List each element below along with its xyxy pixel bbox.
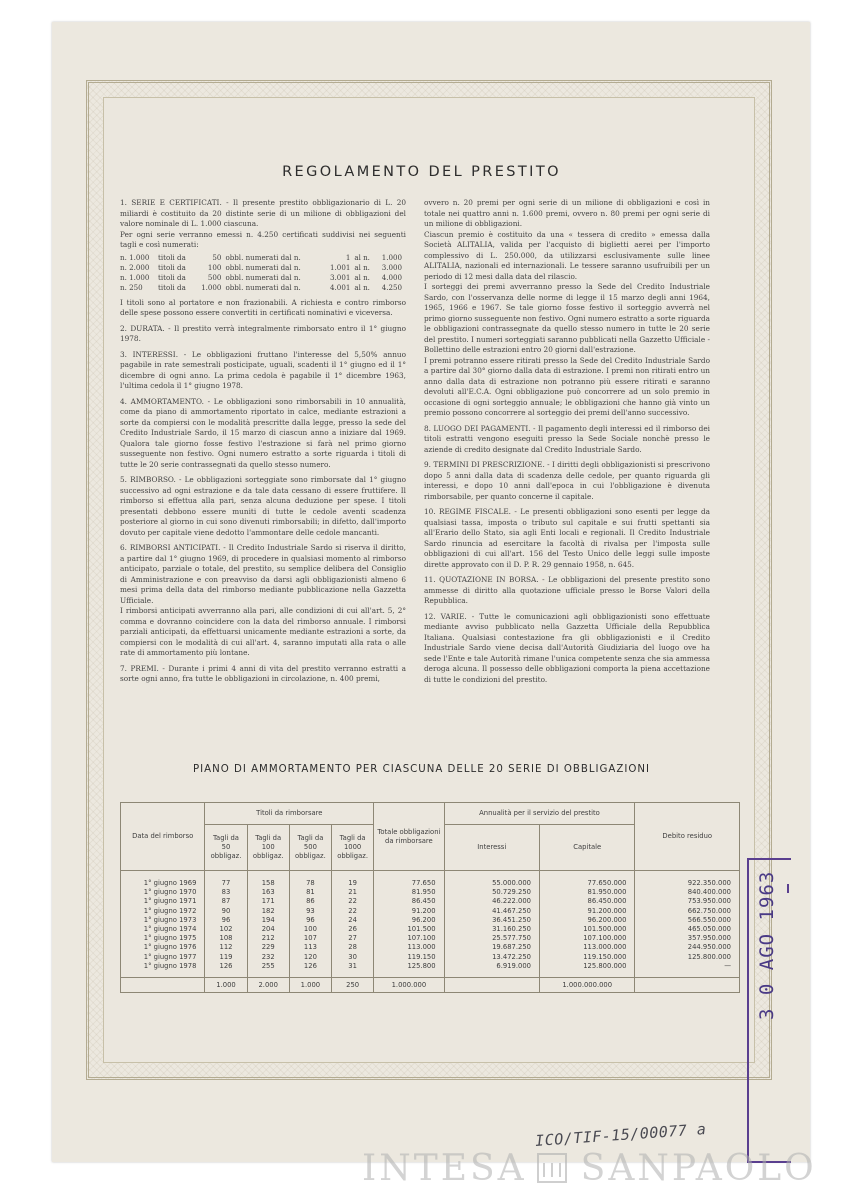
article-2-text: 2. DURATA. - Il prestito verrà integralmente rimborsato entro il 1° giugno 1978. [120,323,406,343]
article-7-draw-text: I sorteggi dei premi avverranno presso la Sede del Credito Industriale Sardo, con l'osservanza delle norme di legge il 15 marzo degli anni 1964, 1965, 1966 e 1967. Se tale giorno fosse festivo il sorteggio avverrà nel primo giorno susseguente non festivo. Ogni numero estratto a sorte riguarda le obbligazioni contrassegnate da quello stesso numero in tutte le 20 serie del prestito. I numeri sorteggiati saranno pubblicati nella Gazzetto Ufficiale - Bollettino delle estrazioni entro 20 giorni dall'estrazione. [424,282,710,354]
table-cell: 50.729.250 [444,888,539,897]
lot-count: n. 1.000 [120,252,150,262]
table-row [121,897,740,906]
table-cell: 1° giugno 1976 [121,943,205,952]
table-cell: 81 [289,888,331,897]
lot-size: 1.000 [201,282,222,292]
table-cell: 107.100 [374,934,444,943]
table-cell: 22 [332,897,374,906]
table-cell: 126 [289,962,331,978]
table-cell: 21 [332,888,374,897]
table-cell: 194 [247,916,289,925]
table-cell: 1° giugno 1974 [121,925,205,934]
table-cell: 27 [332,934,374,943]
table-cell: — [635,962,740,978]
table-cell: 90 [205,907,247,916]
table-cell: 1° giugno 1978 [121,962,205,978]
article-7-prize-text: Ciascun premio è costituito da una « tessera di credito » emessa dalla Società ALITALIA, valida per l'acquisto di biglietti aerei per l'importo complessivo di L. 250.000, da utilizzarsi esclusivamente sulle linee ALITALIA, nazionali ed internazionali. Le tessere saranno usufruibili per un periodo di 12 mesi dalla data del rilascio. [424,229,710,281]
table-cell: 119.150.000 [540,953,635,962]
table-cell: 77.650 [374,871,444,889]
table-cell: 107.100.000 [540,934,635,943]
article-1-text: 1. SERIE E CERTIFICATI. - Il presente prestito obbligazionario di L. 20 miliardi è costituito da 20 distinte serie di un milione di obbligazioni del valore nominale di L. 1.000 ciascuna. [120,198,406,228]
table-cell: 83 [205,888,247,897]
header-cut-500: Tagli da 500 obbligaz. [289,825,331,871]
table-cell: 91.200.000 [540,907,635,916]
table-cell: 86 [289,897,331,906]
lot-size: 100 [207,262,222,272]
table-cell: 102 [205,925,247,934]
table-cell: 31 [332,962,374,978]
lot-count: n. 2.000 [120,262,150,272]
header-cut-100: Tagli da 100 obbligaz. [247,825,289,871]
table-cell: 182 [247,907,289,916]
lot-from: 4.001 [330,282,351,292]
table-cell: 840.400.000 [635,888,740,897]
table-cell: 87 [205,897,247,906]
table-cell: 101.500 [374,925,444,934]
table-cell: 125.800 [374,962,444,978]
table-cell: 81.950.000 [540,888,635,897]
table-cell: 113.000.000 [540,943,635,952]
table-cell: 1° giugno 1972 [121,907,205,916]
lot-label: obbl. numerati dal n. [225,262,301,272]
totals-row [121,978,740,993]
article-4-text: 4. AMMORTAMENTO. - Le obbligazioni sono rimborsabili in 10 annualità, come da piano di ammortamento riportato in calce, mediante estrazioni a sorte da compiersi con le modalità prescritte dalla legge, presso la sede del Credito Industriale Sardo, il 15 marzo di ciascun anno a iniziare dal 1969. Qualora tale giorno fosse festivo l'estrazione si farà nel primo giorno susseguente non festivo. Ogni numero estratto a sorte riguarda i titoli di tutte le 20 serie contrassegnati da quello stesso numero. [120,396,406,469]
table-cell: 1° giugno 1975 [121,934,205,943]
article-1-note: I titoli sono al portatore e non frazionabili. A richiesta e contro rimborso delle spese possono essere convertiti in certificati nominativi e viceversa. [120,297,406,317]
table-cell: 26 [332,925,374,934]
lot-label: obbl. numerati dal n. [225,272,301,282]
table-cell: 24 [332,916,374,925]
article-5-text: 5. RIMBORSO. - Le obbligazioni sorteggiate sono rimborsate dal 1° giugno successivo ad ogni estrazione e da tale data cessano di essere fruttifere. Il rimborso si effettua alla pari, senza alcuna deduzione per spese. I titoli presentati debbono essere muniti di tutte le cedole aventi scadenza posteriore al giorno in cui sono divenuti rimborsabili; in difetto, dall'importo dovuto per capitale viene dedotto l'ammontare delle cedole mancanti. [120,475,406,537]
table-cell: 212 [247,934,289,943]
table-cell: 119.150 [374,953,444,962]
article-7-continued: ovvero n. 20 premi per ogni serie di un milione di obbligazioni e così in totale nei quattro anni n. 1.600 premi, ovvero n. 80 premi per ogni serie di un milione di obbligazioni. [424,198,710,228]
header-cut-50: Tagli da 50 obbligaz. [205,825,247,871]
table-cell: 662.750.000 [635,907,740,916]
table-cell: 86.450 [374,897,444,906]
table-cell: 78 [289,871,331,889]
table-cell: 41.467.250 [444,907,539,916]
amortization-table [120,802,740,993]
table-cell: 1° giugno 1973 [121,916,205,925]
lot-to: 4.250 [381,282,402,292]
watermark-right-word: SANPAOLO [580,1148,817,1189]
lot-from: 3.001 [330,272,351,282]
article-12-text: 12. VARIE. - Tutte le comunicazioni agli obbligazionisti sono effettuate mediante avviso pubblicato nella Gazzetta Ufficiale della Repubblica Italiana. Qualsiasi contestazione fra gli obbligazionisti e il Credito Industriale Sardo viene decisa dall'Autorità Giudiziaria del luogo ove ha sede l'Ente e tale Autorità rimane l'unica competente senza che sia ammessa deroga alcuna. Il possesso delle obbligazioni comporta la piena accettazione di tutte le condizioni del prestito. [424,611,710,684]
table-row [121,934,740,943]
table-cell: 229 [247,943,289,952]
table-cell: 91.200 [374,907,444,916]
document-title: REGOLAMENTO DEL PRESTITO [282,164,561,180]
header-date: Data del rimborso [121,803,205,871]
amortization-rows [121,871,740,978]
table-cell: 113 [289,943,331,952]
table-cell: 171 [247,897,289,906]
table-row [121,871,740,889]
total-cell: 1.000.000 [374,978,444,993]
total-cell [444,978,539,993]
article-10-text: 10. REGIME FISCALE. - Le presenti obbligazioni sono esenti per legge da qualsiasi tassa, imposta o tributo sul capitale e sui frutti spettanti sia all'Erario dello Stato, sia agli Enti locali e regionali. Il Credito Industriale Sardo rinuncia ad esercitare la facoltà di rivalsa per l'imposta sulle obbligazioni di cui all'art. 156 del Testo Unico delle leggi sulle imposte dirette approvato con il D. P. R. 29 gennaio 1958, n. 645. [424,507,710,569]
table-cell: 244.950.000 [635,943,740,952]
table-row [121,943,740,952]
table-cell: 120 [289,953,331,962]
table-cell: 113.000 [374,943,444,952]
table-row [121,907,740,916]
table-cell: 96.200.000 [540,916,635,925]
article-7-collection-text: I premi potranno essere ritirati presso la Sede del Credito Industriale Sardo a partire dal 30° giorno dalla data di estrazione. I premi non ritirati entro un anno dalla data di estrazione non potranno più essere ritirati e saranno devoluti all'E.C.A. Ogni obbligazione può concorrere ad un solo premio in occasione di ogni sorteggio annuale; le obbligazioni che hanno già vinto un premio possono concorrere al sorteggio dei premi dell'anno successivo. [424,355,710,417]
table-row [121,888,740,897]
total-cell: 1.000 [289,978,331,993]
total-cell [635,978,740,993]
table-cell: 93 [289,907,331,916]
article-11-text: 11. QUOTAZIONE IN BORSA. - Le obbligazioni del presente prestito sono ammesse di diritto alla quotazione ufficiale presso le Borse Valori della Repubblica. [424,575,710,605]
amortization-title: PIANO DI AMMORTAMENTO PER CIASCUNA DELLE 20 SERIE DI OBBLIGAZIONI [193,764,650,775]
lot-from: 1.001 [330,262,351,272]
watermark-left-word: INTESA [362,1148,527,1189]
table-cell: 25.577.750 [444,934,539,943]
table-cell: 1° giugno 1977 [121,953,205,962]
header-titles-group: Titoli da rimborsare [205,803,374,825]
table-cell: 922.350.000 [635,871,740,889]
table-cell: 232 [247,953,289,962]
lot-label: al n. [354,282,370,292]
lot-row [120,283,406,293]
table-cell: 96 [289,916,331,925]
total-cell: 2.000 [247,978,289,993]
table-cell: 108 [205,934,247,943]
header-residual: Debito residuo [635,803,740,871]
article-8-text: 8. LUOGO DEI PAGAMENTI. - Il pagamento degli interessi ed il rimborso dei titoli estratti vengono eseguiti presso la Sede Sociale nonchè presso le aziende di credito designate dal Credito Industriale Sardo. [424,423,710,454]
article-1-subtext: Per ogni serie verranno emessi n. 4.250 certificati suddivisi nei seguenti tagli e così numerati: [120,229,406,249]
table-cell: 81.950 [374,888,444,897]
article-6-text: 6. RIMBORSI ANTICIPATI. - Il Credito Industriale Sardo si riserva il diritto, a partire dal 1° giugno 1969, di procedere in qualsiasi momento al rimborso anticipato, parziale o totale, del prestito, su semplice delibera del Consiglio di Amministrazione e con preavviso da darsi agli obbligazionisti almeno 6 mesi prima della data del rimborso mediante pubblicazione nella Gazzetta Ufficiale. [120,543,406,605]
lot-count: n. 250 [120,282,143,292]
lot-label: al n. [354,252,370,262]
date-stamp: 3 0 AGO 1963 [756,870,778,1020]
table-cell: 126 [205,962,247,978]
table-row [121,925,740,934]
regulation-left-column [120,198,406,690]
table-cell: 255 [247,962,289,978]
table-cell: 100 [289,925,331,934]
table-cell: 163 [247,888,289,897]
lot-row [120,273,406,283]
bank-logo-icon [537,1153,567,1183]
table-cell: 77.650.000 [540,871,635,889]
table-cell: 96.200 [374,916,444,925]
article-9-text: 9. TERMINI DI PRESCRIZIONE. - I diritti degli obbligazionisti si prescrivono dopo 5 anni dalla data di scadenza delle cedole, per quanto riguarda gli interessi, e dopo 10 anni dall'epoca in cui l'obbligazione è divenuta rimborsabile, per quanto concerne il capitale. [424,460,710,501]
lot-from: 1 [345,252,351,262]
table-cell: 13.472.250 [444,953,539,962]
article-6-subtext: I rimborsi anticipati avverranno alla pari, alle condizioni di cui all'art. 5, 2° comma e dovranno coincidere con la data del rimborso annuale. I rimborsi parziali anticipati, da effettuarsi unicamente mediante estrazioni a sorte, da compiersi con le modalità di cui all'art. 4, saranno imputati alla rata o alle rate di ammortamento più lontane. [120,606,406,657]
lot-label: titoli da [158,252,186,262]
header-annuity-group: Annualità per il servizio del prestito [444,803,635,825]
header-interest: Interessi [444,825,539,871]
table-cell: 22 [332,907,374,916]
table-cell: 119 [205,953,247,962]
lot-label: obbl. numerati dal n. [225,282,301,292]
regulation-right-column [424,198,710,690]
table-cell: 36.451.250 [444,916,539,925]
table-cell: 204 [247,925,289,934]
table-cell: 86.450.000 [540,897,635,906]
table-cell: 31.160.250 [444,925,539,934]
table-cell: 19.687.250 [444,943,539,952]
table-row [121,953,740,962]
table-cell: 96 [205,916,247,925]
table-cell: 753.950.000 [635,897,740,906]
total-cell [121,978,205,993]
table-cell: 158 [247,871,289,889]
table-cell: 1° giugno 1971 [121,897,205,906]
lot-label: titoli da [158,262,186,272]
table-cell: 55.000.000 [444,871,539,889]
table-cell: 125.800.000 [540,962,635,978]
table-cell: 19 [332,871,374,889]
table-cell: 6.919.000 [444,962,539,978]
lot-label: titoli da [158,272,186,282]
watermark [362,1148,817,1189]
lot-count: n. 1.000 [120,272,150,282]
table-cell: 125.800.000 [635,953,740,962]
table-cell: 30 [332,953,374,962]
lot-to: 4.000 [381,272,402,282]
header-total: Totale obbligazioni da rimborsare [374,803,444,871]
header-capital: Capitale [540,825,635,871]
table-cell: 28 [332,943,374,952]
lot-label: al n. [354,272,370,282]
table-cell: 77 [205,871,247,889]
lot-to: 3.000 [381,262,402,272]
header-cut-1000: Tagli da 1000 obbligaz. [332,825,374,871]
total-cell: 1.000.000.000 [540,978,635,993]
table-cell: 1° giugno 1970 [121,888,205,897]
table-cell: 101.500.000 [540,925,635,934]
lot-row [120,263,406,273]
table-row [121,962,740,978]
lot-size: 500 [207,272,222,282]
table-cell: 1° giugno 1969 [121,871,205,889]
lot-label: obbl. numerati dal n. [225,252,301,262]
total-cell: 1.000 [205,978,247,993]
table-cell: 112 [205,943,247,952]
lot-row [120,253,406,263]
table-cell: 46.222.000 [444,897,539,906]
handwritten-reference: ICO/TIF-15/00077 a [534,1120,707,1150]
lot-to: 1.000 [381,252,402,262]
table-cell: 465.050.000 [635,925,740,934]
lot-label: al n. [354,262,370,272]
lot-label: titoli da [158,282,186,292]
table-cell: 357.950.000 [635,934,740,943]
table-row [121,916,740,925]
article-7-text: 7. PREMI. - Durante i primi 4 anni di vita del prestito verranno estratti a sorte ogni anno, fra tutte le obbligazioni in circolazione, n. 400 premi, [120,663,406,683]
date-stamp-tick [787,884,789,893]
table-cell: 566.550.000 [635,916,740,925]
total-cell: 250 [332,978,374,993]
article-3-text: 3. INTERESSI. - Le obbligazioni fruttano l'interesse del 5,50% annuo pagabile in rate semestrali posticipate, uguali, scadenti il 1° giugno ed il 1° dicembre di ogni anno. La prima cedola è pagabile il 1° dicembre 1963, l'ultima cedola il 1° giugno 1978. [120,349,406,390]
table-cell: 107 [289,934,331,943]
certificate-lots-table [120,253,406,293]
lot-size: 50 [212,252,222,262]
